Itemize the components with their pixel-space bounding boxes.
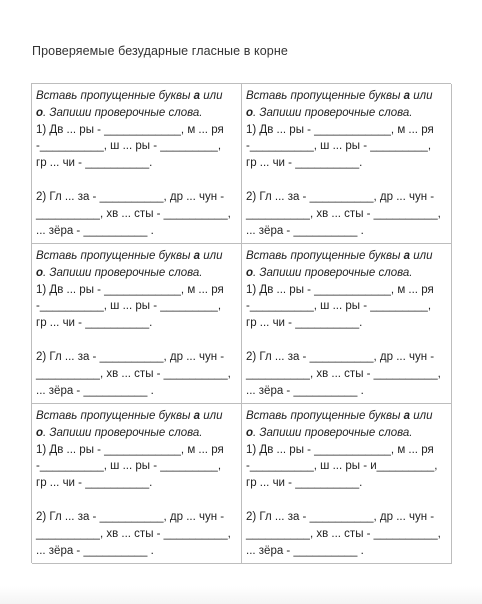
instruction-line-1: Вставь пропущенные буквы а или — [36, 250, 223, 262]
task-line: ... зёра - __________ . — [36, 544, 154, 557]
exercise-card — [32, 404, 242, 564]
instruction-line-2: о. Запиши проверочные слова. — [36, 266, 203, 279]
task-line: 2) Гл ... за - __________, др ... чун - — [246, 510, 435, 523]
task-line: __________, хв ... сты - __________, — [246, 207, 441, 220]
exercise-card — [242, 84, 452, 244]
task-line: 1) Дв ... ры - ____________, м ... ря — [36, 443, 224, 456]
task-line: гр ... чи - __________. — [246, 477, 363, 490]
task-line: ... зёра - __________ . — [36, 384, 154, 397]
task-line: 1) Дв ... ры - ____________, м ... ря — [246, 123, 434, 136]
task-line: __________, хв ... сты - __________, — [246, 527, 441, 540]
task-line: 2) Гл ... за - __________, др ... чун - — [36, 350, 225, 363]
worksheet-grid — [31, 83, 451, 563]
task-line: -__________, ш ... ры - _________, — [36, 300, 222, 313]
instruction-line-2: о. Запиши проверочные слова. — [246, 106, 413, 119]
task-line: 2) Гл ... за - __________, др ... чун - — [36, 510, 225, 523]
task-line: -__________, ш ... ры - и_________, — [246, 460, 438, 473]
task-line: 1) Дв ... ры - ____________, м ... ря — [246, 443, 434, 456]
task-line: __________, хв ... сты - __________, — [246, 367, 441, 380]
instruction-line-1: Вставь пропущенные буквы а или — [246, 410, 433, 422]
instruction-line-2: о. Запиши проверочные слова. — [246, 266, 413, 279]
task-line: 1) Дв ... ры - ____________, м ... ря — [246, 283, 434, 296]
task-line: __________, хв ... сты - __________, — [36, 207, 231, 220]
exercise-card — [32, 244, 242, 404]
instruction-line-1: Вставь пропущенные буквы а или — [246, 250, 433, 262]
task-line: __________, хв ... сты - __________, — [36, 367, 231, 380]
task-line: ... зёра - __________ . — [246, 544, 364, 557]
instruction-line-1: Вставь пропущенные буквы а или — [246, 90, 433, 102]
task-line: ... зёра - __________ . — [246, 384, 364, 397]
page-bottom-shadow — [0, 586, 482, 604]
exercise-card — [242, 404, 452, 564]
task-line: -__________, ш ... ры - _________, — [36, 140, 222, 153]
task-line: 2) Гл ... за - __________, др ... чун - — [246, 190, 435, 203]
instruction-line-2: о. Запиши проверочные слова. — [36, 106, 203, 119]
instruction-line-1: Вставь пропущенные буквы а или — [36, 90, 223, 102]
task-line: гр ... чи - __________. — [246, 317, 363, 330]
task-line: ... зёра - __________ . — [36, 224, 154, 237]
task-line: гр ... чи - __________. — [36, 157, 153, 170]
task-line: гр ... чи - __________. — [246, 157, 363, 170]
task-line: 2) Гл ... за - __________, др ... чун - — [36, 190, 225, 203]
instruction-line-2: о. Запиши проверочные слова. — [246, 426, 413, 439]
task-line: гр ... чи - __________. — [36, 317, 153, 330]
exercise-card — [32, 84, 242, 244]
task-line: 2) Гл ... за - __________, др ... чун - — [246, 350, 435, 363]
task-line: -__________, ш ... ры - _________, — [246, 140, 432, 153]
page-title: Проверяемые безударные гласные в корне — [32, 44, 288, 58]
exercise-card — [242, 244, 452, 404]
task-line: 1) Дв ... ры - ____________, м ... ря — [36, 283, 224, 296]
instruction-line-1: Вставь пропущенные буквы а или — [36, 410, 223, 422]
task-line: гр ... чи - __________. — [36, 477, 153, 490]
task-line: ... зёра - __________ . — [246, 224, 364, 237]
task-line: -__________, ш ... ры - _________, — [246, 300, 432, 313]
task-line: -__________, ш ... ры - _________, — [36, 460, 222, 473]
instruction-line-2: о. Запиши проверочные слова. — [36, 426, 203, 439]
task-line: 1) Дв ... ры - ____________, м ... ря — [36, 123, 224, 136]
task-line: __________, хв ... сты - __________, — [36, 527, 231, 540]
